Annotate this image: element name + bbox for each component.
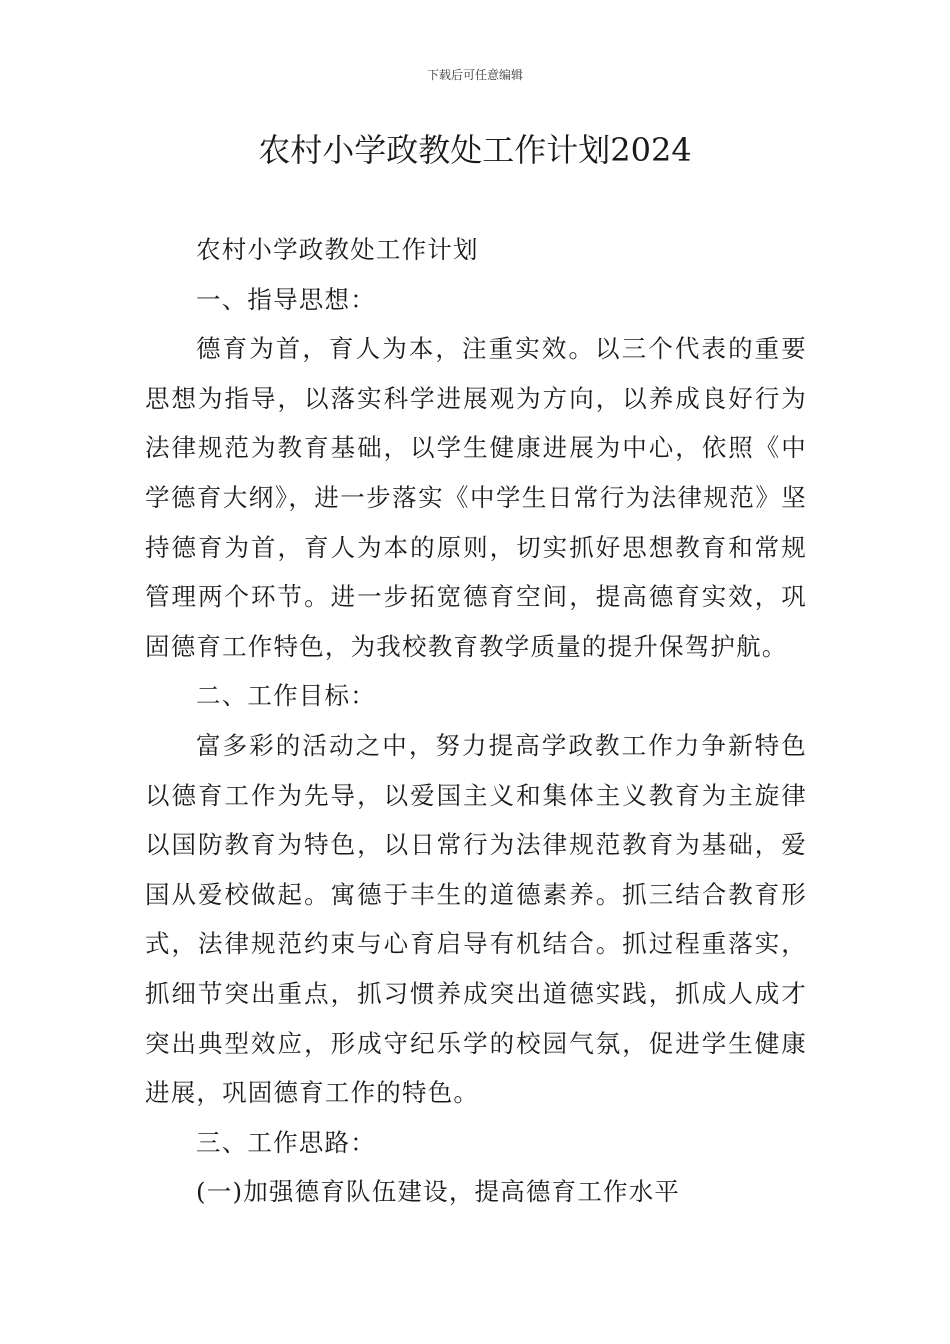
heading-guiding-ideology: 一、指导思想： — [196, 284, 376, 314]
heading-work-approach: 三、工作思路： — [196, 1127, 376, 1157]
subheading-team-building: (一)加强德育队伍建设，提高德育工作水平 — [196, 1177, 681, 1207]
document-body — [145, 225, 807, 1217]
header-note: 下载后可任意编辑 — [426, 68, 523, 82]
paragraph-work-goals: 富多彩的活动之中，努力提高学政教工作力争新特色以德育工作为先导，以爱国主义和集体主义教育为主旋律以国防教育为特色，以日常行为法律规范教育为基础，爱国从爱校做起。寓德于丰生的道德素养。抓三结合教育形式，法律规范约束与心育启导有机结合。抓过程重落实，抓细节突出重点，抓习惯养成突出道德实践，抓成人成才突出典型效应，形成守纪乐学的校园气氛，促进学生健康进展，巩固德育工作的特色。 — [145, 730, 807, 1108]
heading-work-goals: 二、工作目标： — [196, 681, 376, 711]
paragraph-subtitle: 农村小学政教处工作计划 — [196, 235, 479, 264]
document-title: 农村小学政教处工作计划2024 — [258, 131, 692, 169]
paragraph-guiding-ideology: 德育为首，育人为本，注重实效。以三个代表的重要思想为指导，以落实科学进展观为方向，以养成良好行为法律规范为教育基础，以学生健康进展为中心，依照《中学德育大纲》，进一步落实《中学生日常行为法律规范》坚持德育为首，育人为本的原则，切实抓好思想教育和常规管理两个环节。进一步拓宽德育空间，提高德育实效，巩固德育工作特色，为我校教育教学质量的提升保驾护航。 — [145, 334, 807, 661]
